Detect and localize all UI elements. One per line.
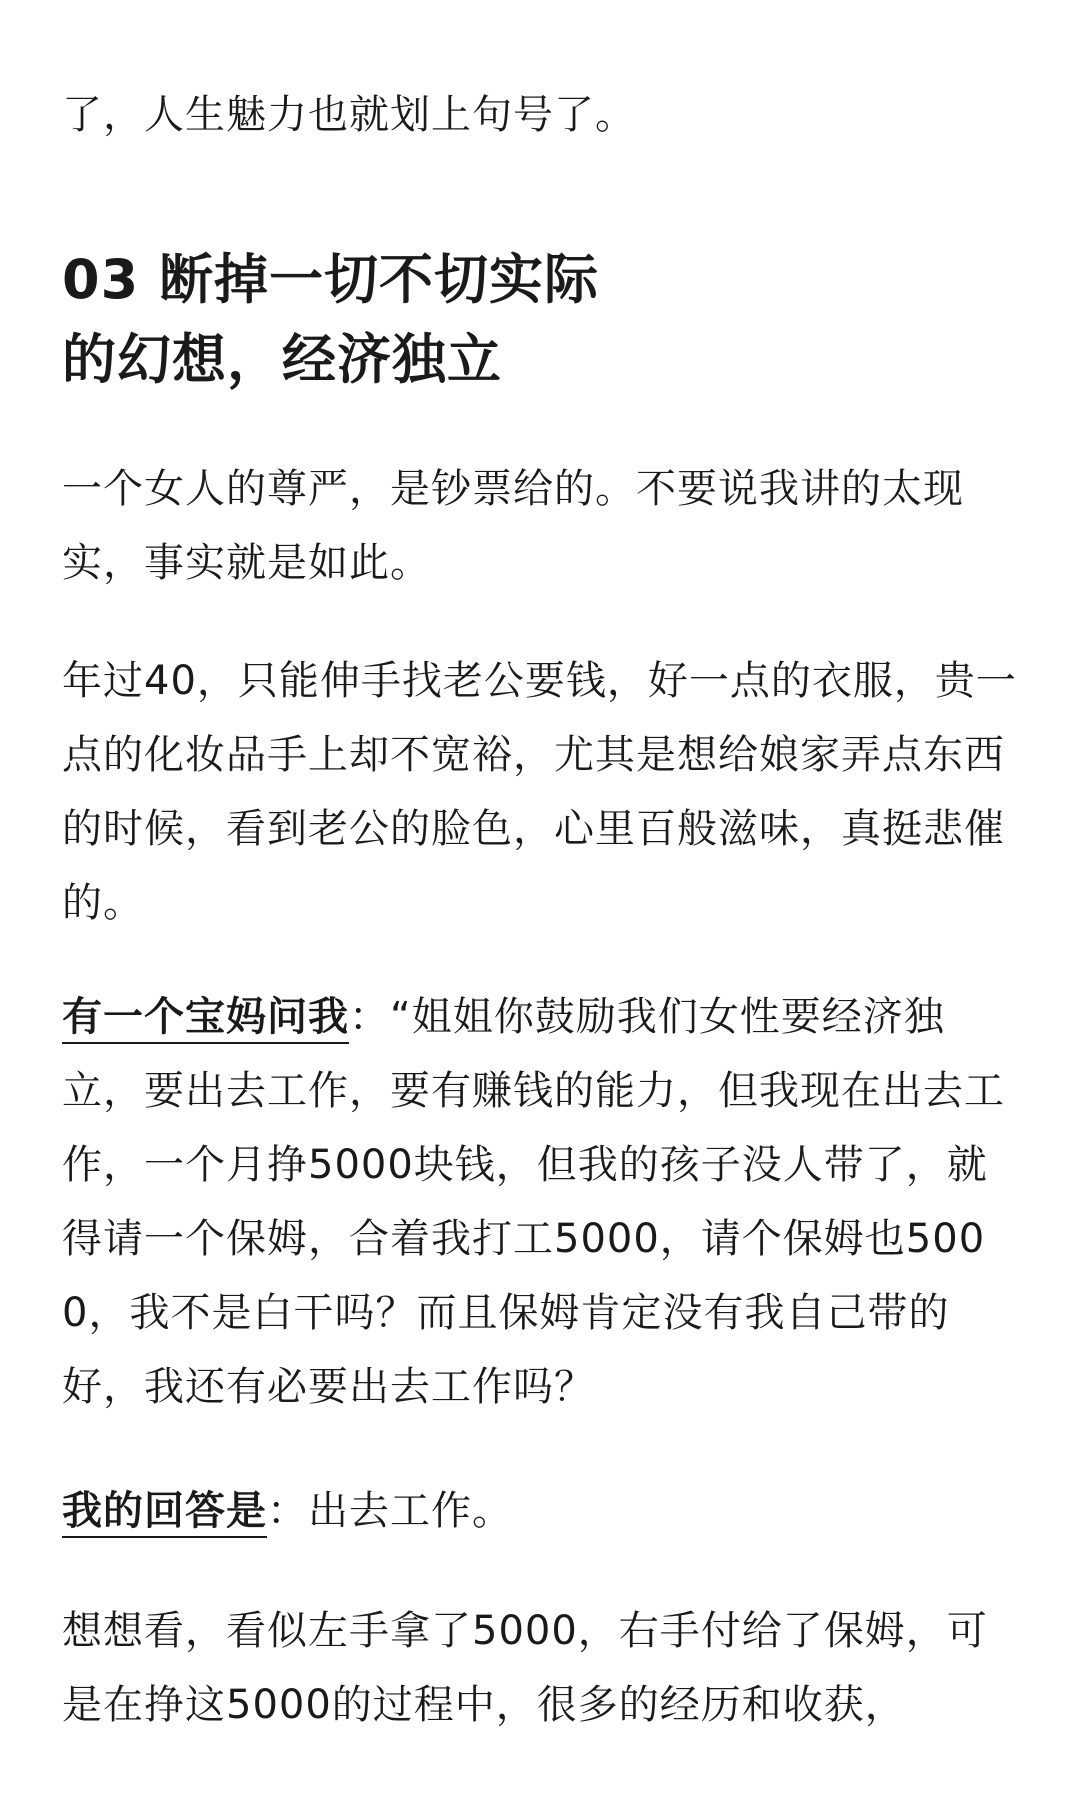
- paragraph-dignity: 一个女人的尊严，是钞票给的。不要说我讲的太现实，事实就是如此。: [62, 466, 964, 586]
- paragraph-age-forty: 年过40，只能伸手找老公要钱，好一点的衣服，贵一点的化妆品手上却不宽裕，尤其是想给娘家弄点东西的时候，看到老公的脸色，心里百般滋味，真挺悲催的。: [62, 658, 1017, 926]
- paragraph-lead-question: 有一个宝妈问我: [62, 994, 349, 1044]
- paragraph-lead-answer: 我的回答是: [62, 1488, 267, 1538]
- section-heading-line-1: 03 断掉一切不切实际: [62, 248, 599, 311]
- section-heading-line-2: 的幻想，经济独立: [62, 328, 502, 391]
- paragraph-think: 想想看，看似左手拿了5000，右手付给了保姆，可是在挣这5000的过程中，很多的经历和收获，: [62, 1608, 988, 1728]
- paragraph-answer-body: ：出去工作。: [267, 1488, 513, 1534]
- intro-paragraph-tail: 了，人生魅力也就划上句号了。: [62, 92, 636, 138]
- section-heading: [62, 240, 599, 400]
- paragraph-question-body: ：“姐姐你鼓励我们女性要经济独立，要出去工作，要有赚钱的能力，但我现在出去工作，一个月挣5000块钱，但我的孩子没人带了，就得请一个保姆，合着我打工5000，请个保姆也5000，我不是白干吗？而且保姆肯定没有我自己带的好，我还有必要出去工作吗？: [62, 994, 1005, 1410]
- paragraph-answer: [62, 1474, 513, 1548]
- paragraph-mom-question: [62, 980, 1026, 1424]
